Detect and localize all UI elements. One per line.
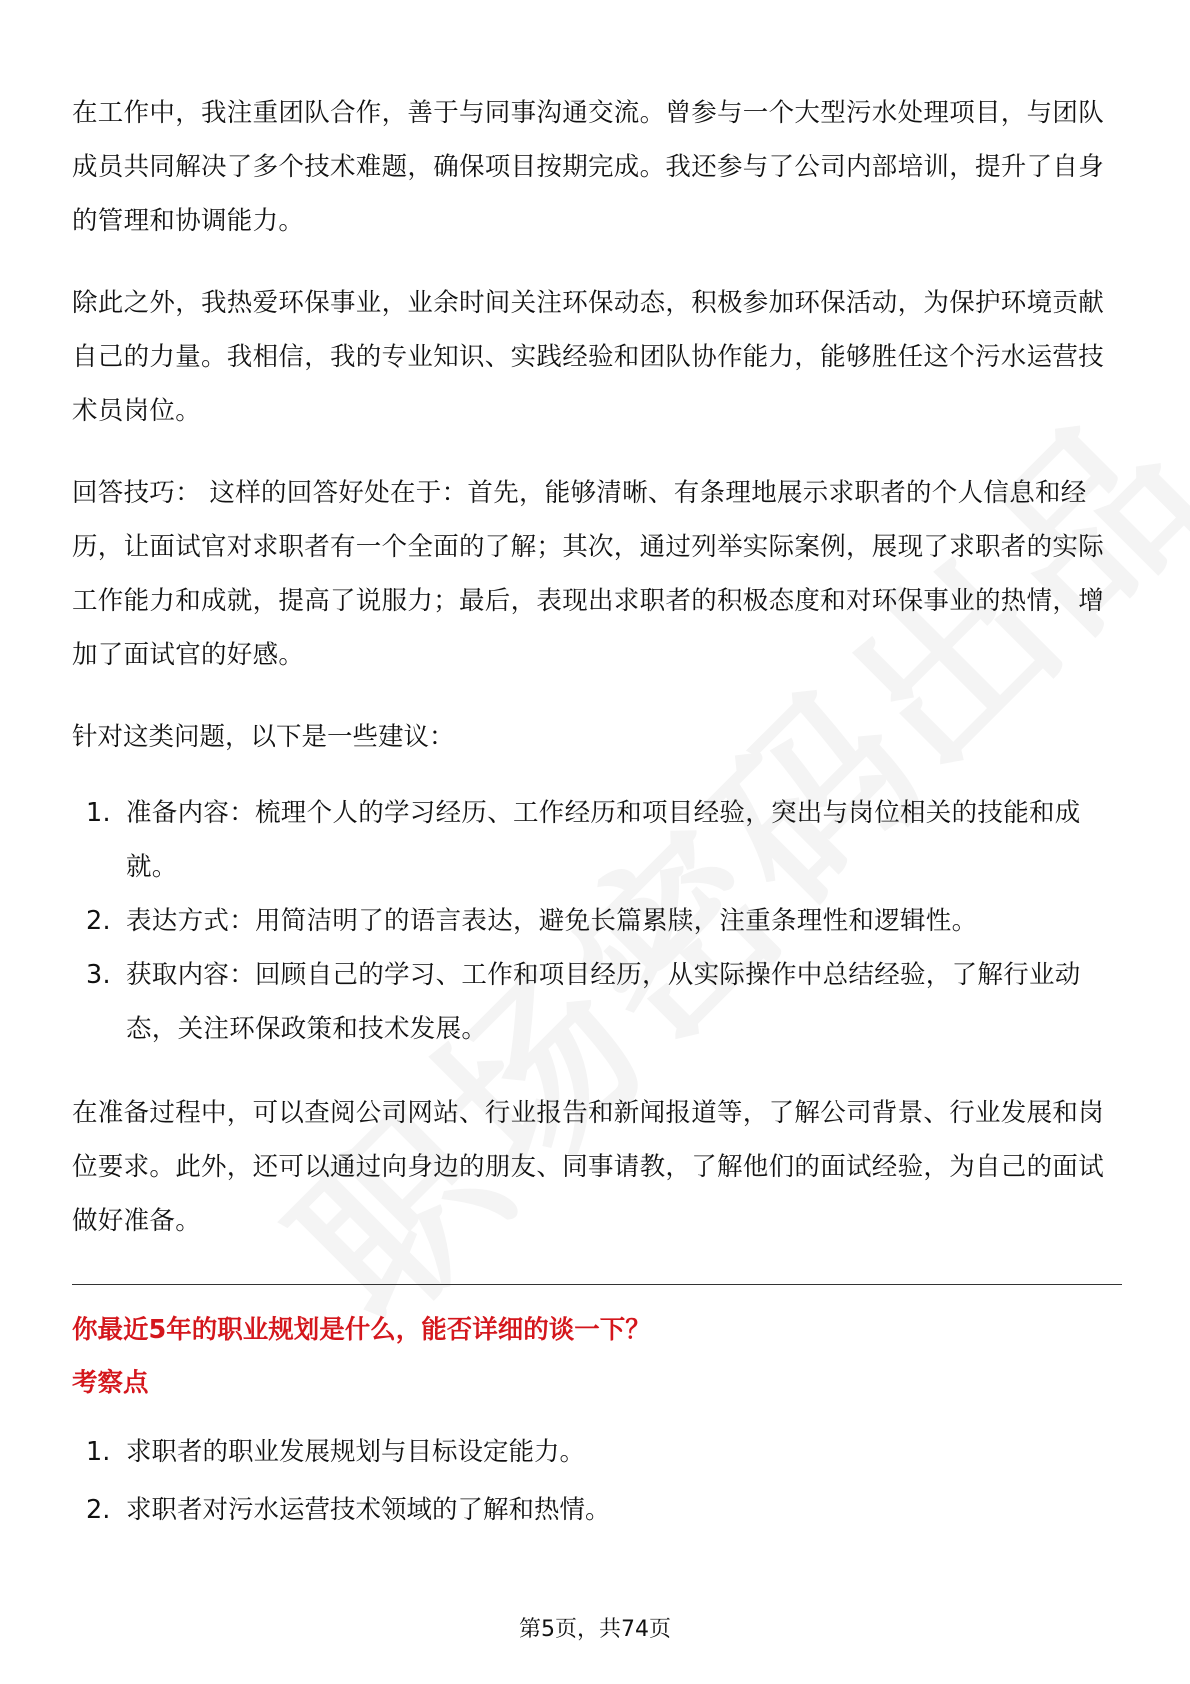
page-number-footer: 第5页，共74页 [519,1617,671,1642]
assessment-points-list [72,1423,1122,1539]
list-number: 2. [86,906,111,936]
list-item-text: 求职者对污水运营技术领域的了解和热情。 [126,1495,611,1525]
question-title: 你最近5年的职业规划是什么，能否详细的谈一下？ [72,1315,651,1345]
section-label-assessment: 考察点 [72,1368,149,1398]
list-item-text: 获取内容：回顾自己的学习、工作和项目经历，从实际操作中总结经验，了解行业动态，关注环保政策和技术发展。 [126,960,1081,1044]
paragraph-teamwork: 在工作中，我注重团队合作，善于与同事沟通交流。曾参与一个大型污水处理项目，与团队成员共同解决了多个技术难题，确保项目按期完成。我还参与了公司内部培训，提升了自身的管理和协调能力。 [72,98,1105,236]
suggestions-intro: 针对这类问题，以下是一些建议： [72,722,455,752]
list-item [72,948,1122,1056]
paragraph-answer-tips: 回答技巧： 这样的回答好处在于：首先，能够清晰、有条理地展示求职者的个人信息和经历，让面试官对求职者有一个全面的了解；其次，通过列举实际案例，展现了求职者的实际工作能力和成就，提高了说服力；最后，表现出求职者的积极态度和对环保事业的热情，增加了面试官的好感。 [72,478,1105,670]
list-number: 1. [86,798,111,828]
page-content [72,86,1122,1539]
list-item-text: 准备内容：梳理个人的学习经历、工作经历和项目经验，突出与岗位相关的技能和成就。 [126,798,1081,882]
list-item [72,1481,1122,1539]
list-item [72,786,1122,894]
list-number: 1. [86,1437,111,1467]
section-divider [72,1284,1122,1285]
list-item-text: 求职者的职业发展规划与目标设定能力。 [126,1437,586,1467]
list-number: 3. [86,960,111,990]
list-number: 2. [86,1495,111,1525]
list-item [72,894,1122,948]
list-item-text: 表达方式：用简洁明了的语言表达，避免长篇累牍，注重条理性和逻辑性。 [126,906,978,936]
paragraph-environment: 除此之外，我热爱环保事业，业余时间关注环保动态，积极参加环保活动，为保护环境贡献自己的力量。我相信，我的专业知识、实践经验和团队协作能力，能够胜任这个污水运营技术员岗位。 [72,288,1105,426]
paragraph-preparation: 在准备过程中，可以查阅公司网站、行业报告和新闻报道等，了解公司背景、行业发展和岗位要求。此外，还可以通过向身边的朋友、同事请教，了解他们的面试经验，为自己的面试做好准备。 [72,1098,1105,1236]
list-item [72,1423,1122,1481]
suggestions-list [72,786,1122,1056]
